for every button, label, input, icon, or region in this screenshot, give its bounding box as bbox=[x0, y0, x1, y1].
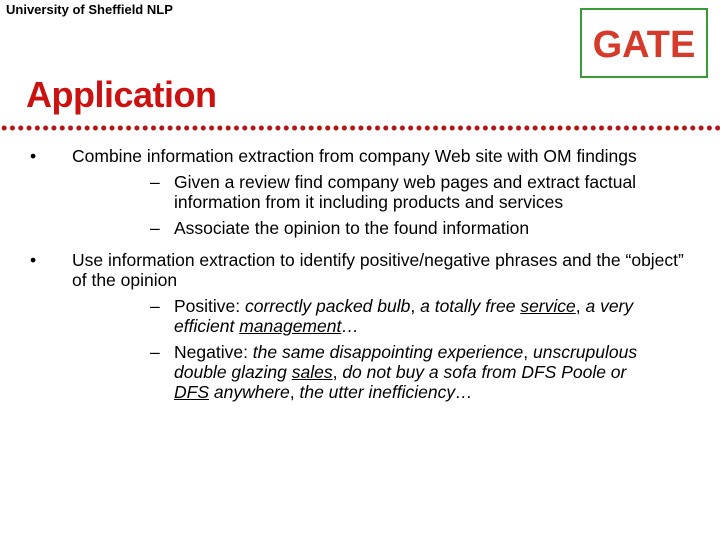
separator: , bbox=[289, 382, 300, 402]
ellipsis: … bbox=[455, 382, 473, 402]
slide-title: Application bbox=[26, 74, 217, 115]
negative-examples bbox=[72, 342, 690, 402]
bullet-icon: • bbox=[30, 250, 37, 270]
dash-icon: – bbox=[150, 296, 160, 316]
opinion-object: DFS bbox=[174, 382, 209, 402]
bullet-icon: • bbox=[30, 146, 37, 166]
positive-examples bbox=[72, 296, 690, 336]
negative-label: Negative: bbox=[174, 342, 253, 362]
bullet-item bbox=[0, 146, 720, 238]
opinion-object: management bbox=[239, 316, 342, 336]
phrase-text: do not buy a sofa from DFS Poole or bbox=[342, 362, 627, 382]
dotted-divider bbox=[0, 122, 720, 134]
slide-content bbox=[0, 146, 720, 414]
svg-text:GATE: GATE bbox=[592, 24, 696, 66]
sub-bullet-item bbox=[72, 218, 690, 238]
separator: , bbox=[575, 296, 586, 316]
gate-logo bbox=[580, 8, 708, 78]
negative-phrase: the utter inefficiency bbox=[299, 382, 456, 402]
phrase-text: anywhere bbox=[209, 382, 290, 402]
separator: , bbox=[523, 342, 533, 362]
phrase-text: a very efficient bbox=[174, 296, 634, 336]
dash-icon: – bbox=[150, 342, 160, 362]
positive-phrase bbox=[420, 296, 576, 316]
opinion-object: sales bbox=[291, 362, 333, 382]
negative-phrase: the same disappointing experience bbox=[252, 342, 524, 362]
gate-logo-icon bbox=[584, 13, 704, 73]
sub-bullet-item bbox=[72, 172, 690, 212]
phrase-text: unscrupulous double glazing bbox=[174, 342, 638, 382]
positive-label: Positive: bbox=[174, 296, 245, 316]
bullet-text: Use information extraction to identify positive/negative phrases and the “object” of the opinion bbox=[72, 250, 684, 290]
dash-icon: – bbox=[150, 218, 160, 238]
university-label: University of Sheffield NLP bbox=[6, 2, 173, 17]
dash-icon: – bbox=[150, 172, 160, 192]
sub-bullet-text: Given a review find company web pages and extract factual information from it including products and services bbox=[174, 172, 637, 212]
ellipsis: … bbox=[341, 316, 359, 336]
opinion-object: service bbox=[520, 296, 576, 316]
separator: , bbox=[410, 296, 421, 316]
phrase-text: a totally free bbox=[420, 296, 521, 316]
separator: , bbox=[332, 362, 343, 382]
sub-bullet-text: Associate the opinion to the found information bbox=[174, 218, 530, 238]
bullet-item bbox=[0, 250, 720, 402]
positive-phrase: correctly packed bulb bbox=[245, 296, 411, 316]
bullet-text: Combine information extraction from company Web site with OM findings bbox=[72, 146, 637, 166]
